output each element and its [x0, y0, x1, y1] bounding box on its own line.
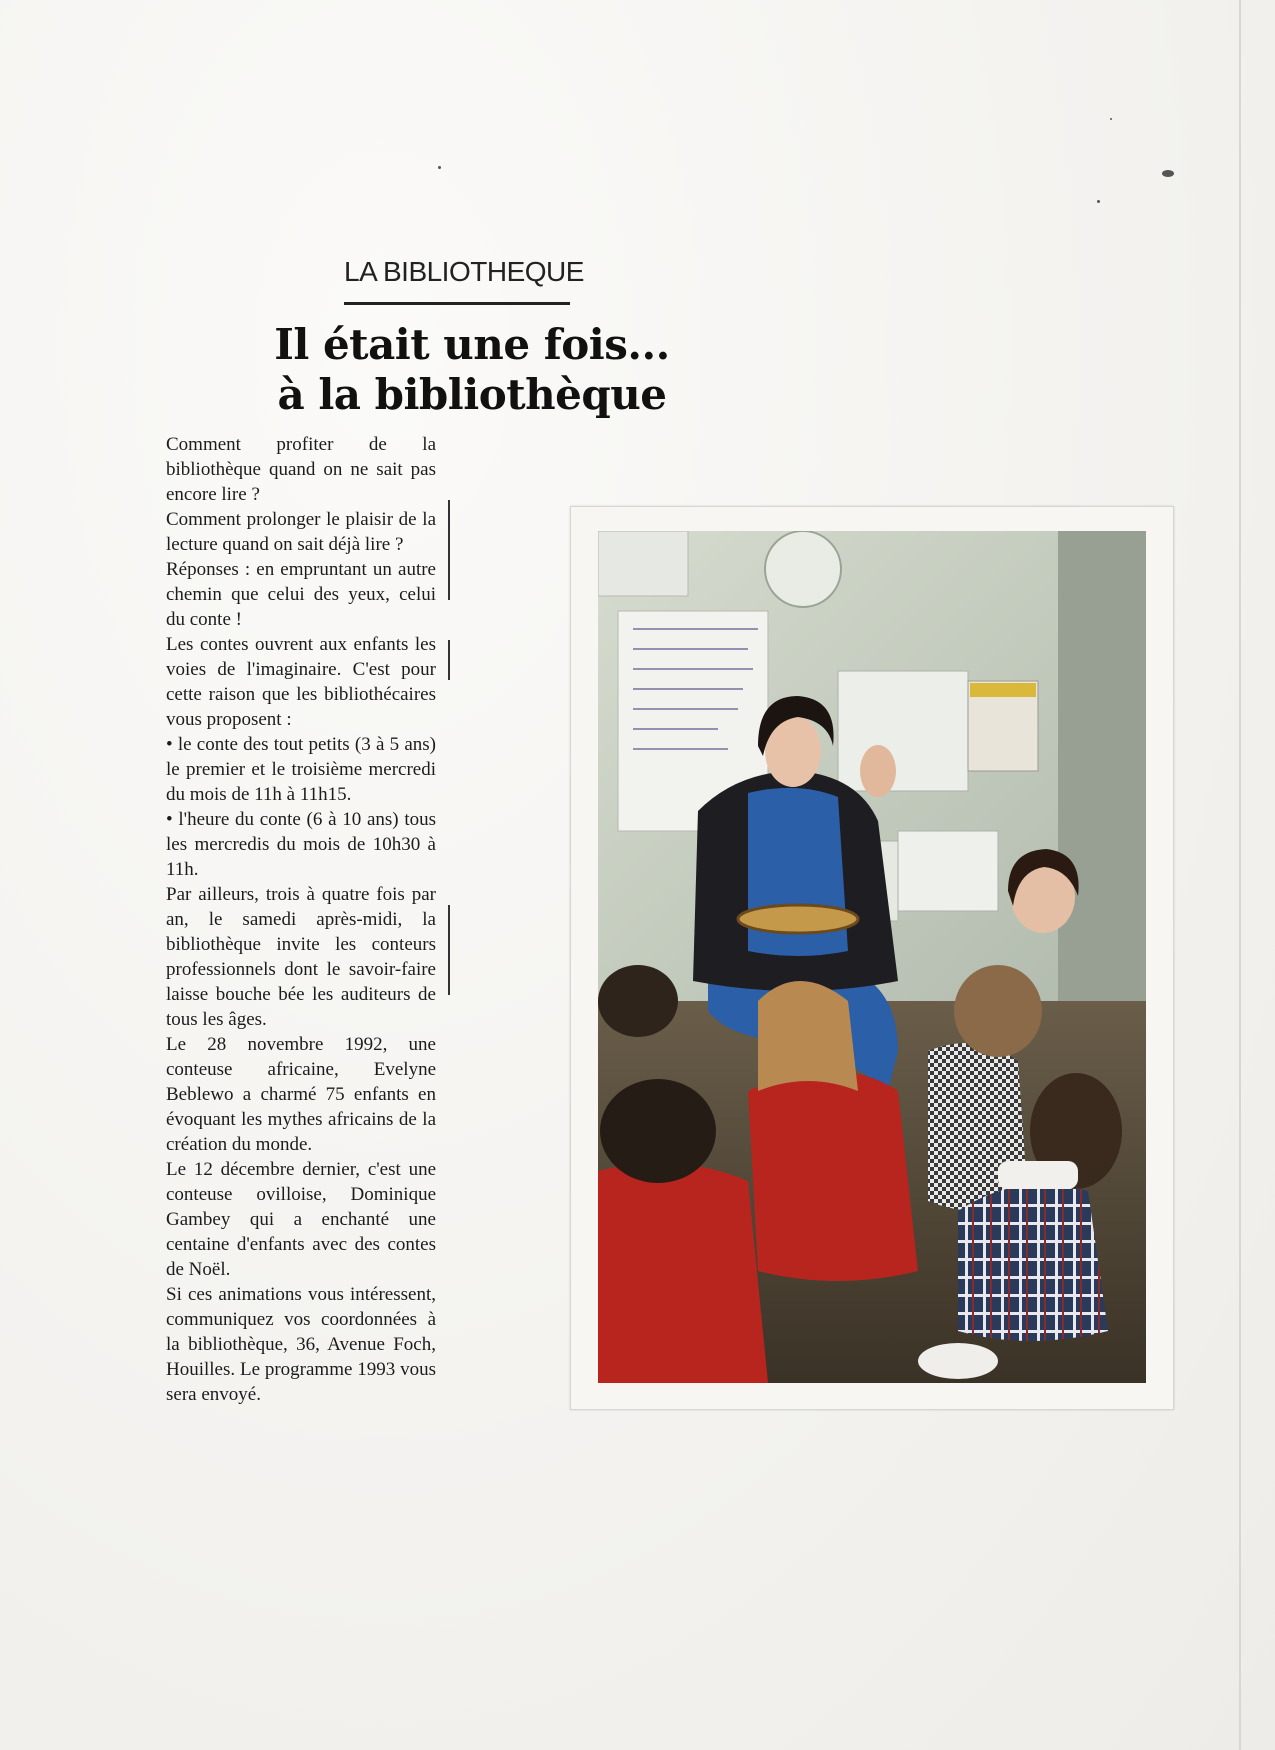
- article-paragraph: Les contes ouvrent aux enfants les voies de l'imaginaire. C'est pour cette raison que les bibliothécaires vous proposent :: [166, 634, 436, 730]
- wall-poster: [598, 531, 688, 596]
- section-rule: [344, 302, 570, 305]
- article-paragraph: Réponses : en empruntant un autre chemin que celui des yeux, celui du conte !: [166, 559, 436, 630]
- headline-line-1: Il était une fois...: [274, 320, 670, 369]
- wall-corner: [1058, 531, 1146, 1051]
- article-paragraph: Le 28 novembre 1992, une conteuse africaine, Evelyne Beblewo a charmé 75 enfants en évoquant les mythes africains de la création du monde.: [166, 1034, 436, 1155]
- dust-speck: [1110, 118, 1112, 120]
- wall-clock: [765, 531, 841, 607]
- column-mark: [448, 500, 450, 600]
- storyteller-hand: [860, 745, 896, 797]
- dust-speck: [1097, 200, 1100, 203]
- story-drum: [738, 905, 858, 933]
- dust-speck: [438, 166, 441, 169]
- section-label: LA BIBLIOTHEQUE: [344, 256, 584, 287]
- child-head-curly: [954, 965, 1042, 1057]
- article-paragraph: Comment profiter de la bibliothèque quand on ne sait pas encore lire ?: [166, 434, 436, 505]
- child-head-dark: [600, 1079, 716, 1183]
- headline-line-2: à la bibliothèque: [277, 370, 667, 419]
- child-plaid-dress: [958, 1184, 1108, 1341]
- article-paragraph: • le conte des tout petits (3 à 5 ans) le premier et le troisième mercredi du mois de 11h à 11h15.: [166, 734, 436, 805]
- child-collar: [998, 1161, 1078, 1189]
- dust-speck: [1162, 170, 1174, 177]
- photo-print: [570, 506, 1174, 1410]
- headline: [252, 320, 692, 420]
- article-paragraph: Si ces animations vous intéressent, communiquez vos coordonnées à la bibliothèque, 36, Avenue Foch, Houilles. Le programme 1993 vous sera envoyé.: [166, 1284, 436, 1405]
- column-mark: [448, 640, 450, 680]
- storytelling-photo: [598, 531, 1146, 1383]
- child-hair-blonde: [758, 981, 858, 1091]
- child-body-red: [598, 1163, 768, 1383]
- child-leg: [918, 1343, 998, 1379]
- wall-chart-accent: [970, 683, 1036, 697]
- wall-poster: [838, 671, 968, 791]
- article-paragraph: Par ailleurs, trois à quatre fois par an, le samedi après-midi, la bibliothèque invite les conteurs professionnels dont le savoir-faire laisse bouche bée les auditeurs de tous les âges.: [166, 884, 436, 1030]
- wall-poster: [898, 831, 998, 911]
- column-mark: [448, 905, 450, 995]
- article-paragraph: • l'heure du conte (6 à 10 ans) tous les mercredis du mois de 10h30 à 11h.: [166, 809, 436, 880]
- article-paragraph: Comment prolonger le plaisir de la lecture quand on sait déjà lire ?: [166, 509, 436, 555]
- page-edge: [1239, 0, 1241, 1750]
- article-body: [166, 432, 436, 1407]
- article-paragraph: Le 12 décembre dernier, c'est une conteuse ovilloise, Dominique Gambey qui a enchanté une centaine d'enfants avec des contes de Noël.: [166, 1159, 436, 1280]
- child-body-red: [748, 1071, 918, 1281]
- child-head-dark: [598, 965, 678, 1037]
